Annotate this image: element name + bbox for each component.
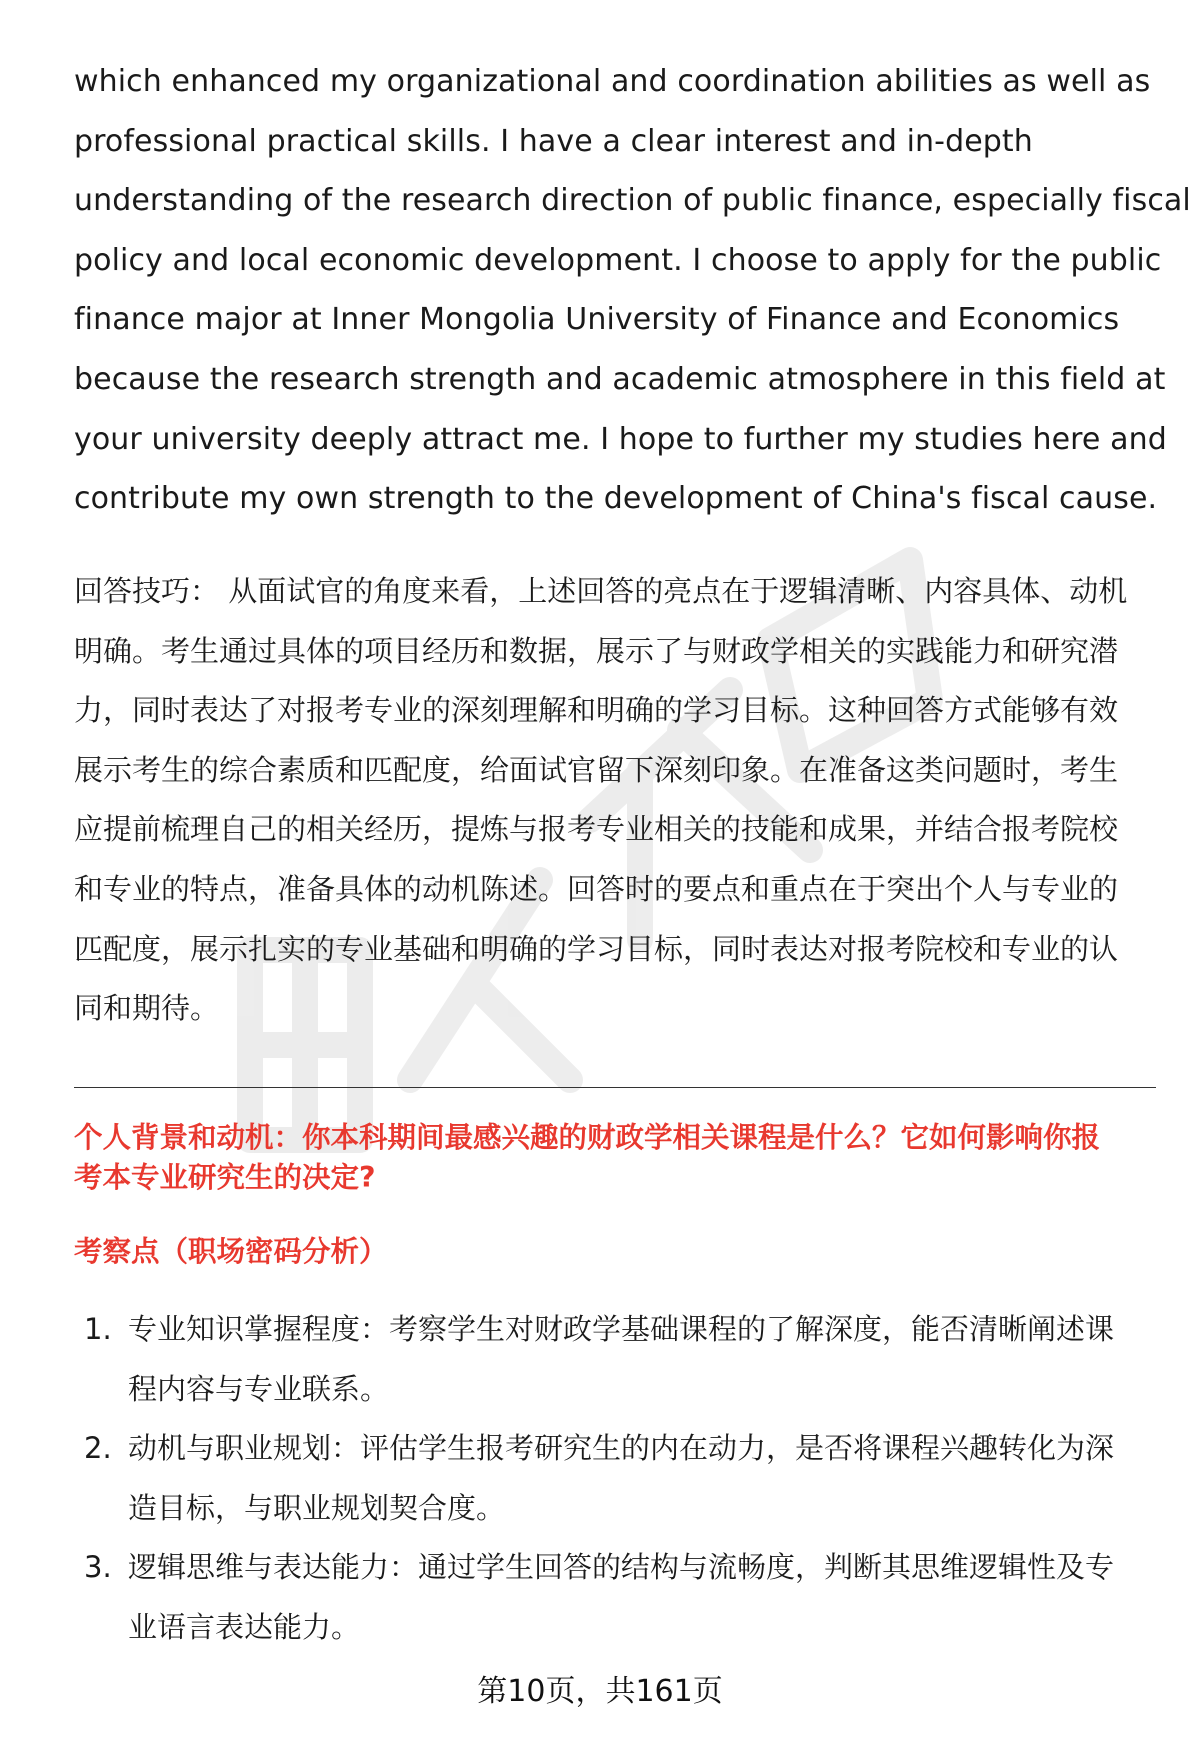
tips-line: 明确。考生通过具体的项目经历和数据，展示了与财政学相关的实践能力和研究潜 xyxy=(74,633,1119,668)
english-paragraph xyxy=(74,52,1191,529)
question-line: 考本专业研究生的决定? xyxy=(74,1161,376,1194)
tips-line: 同和期待。 xyxy=(74,991,220,1026)
list-item-line: 程内容与专业联系。 xyxy=(128,1371,390,1406)
list-item-line: 业语言表达能力。 xyxy=(128,1609,361,1644)
answer-tips-paragraph xyxy=(74,562,1154,1039)
list-item xyxy=(84,1538,1164,1657)
exam-point-list xyxy=(84,1300,1164,1658)
english-line: understanding of the research direction of public finance, especially fiscal xyxy=(74,183,1191,219)
list-item xyxy=(84,1419,1164,1538)
exam-point-heading: 考察点（职场密码分析） xyxy=(74,1235,388,1268)
english-line: because the research strength and academic atmosphere in this field at xyxy=(74,361,1166,397)
tips-line: 匹配度，展示扎实的专业基础和明确的学习目标，同时表达对报考院校和专业的认 xyxy=(74,931,1119,966)
tips-line: 和专业的特点，准备具体的动机陈述。回答时的要点和重点在于突出个人与专业的 xyxy=(74,871,1119,906)
english-line: contribute my own strength to the development of China's fiscal cause. xyxy=(74,481,1158,517)
english-line: professional practical skills. I have a clear interest and in-depth xyxy=(74,123,1033,159)
tips-line: 应提前梳理自己的相关经历，提炼与报考专业相关的技能和成果，并结合报考院校 xyxy=(74,812,1119,847)
list-item-line: 专业知识掌握程度：考察学生对财政学基础课程的了解深度，能否清晰阐述课 xyxy=(128,1312,1115,1346)
question-line: 个人背景和动机：你本科期间最感兴趣的财政学相关课程是什么？它如何影响你报 xyxy=(74,1121,1101,1154)
english-line: policy and local economic development. I choose to apply for the public xyxy=(74,242,1162,278)
tips-line: 回答技巧： 从面试官的角度来看，上述回答的亮点在于逻辑清晰、内容具体、动机 xyxy=(74,574,1128,608)
list-item xyxy=(84,1300,1164,1419)
page-number-footer: 第10页，共161页 xyxy=(477,1674,723,1709)
english-line: which enhanced my organizational and coordination abilities as well as xyxy=(74,64,1151,99)
section-divider xyxy=(74,1087,1156,1088)
tips-line: 展示考生的综合素质和匹配度，给面试官留下深刻印象。在准备这类问题时，考生 xyxy=(74,752,1119,787)
list-item-line: 动机与职业规划：评估学生报考研究生的内在动力，是否将课程兴趣转化为深 xyxy=(128,1431,1115,1466)
list-item-number: 3. xyxy=(84,1550,112,1585)
question-heading xyxy=(74,1118,1164,1198)
tips-line: 力，同时表达了对报考专业的深刻理解和明确的学习目标。这种回答方式能够有效 xyxy=(74,693,1119,728)
english-line: your university deeply attract me. I hope to further my studies here and xyxy=(74,421,1167,457)
english-line: finance major at Inner Mongolia University of Finance and Economics xyxy=(74,302,1120,338)
list-item-number: 1. xyxy=(84,1312,112,1346)
list-item-line: 造目标，与职业规划契合度。 xyxy=(128,1490,506,1525)
list-item-number: 2. xyxy=(84,1431,112,1466)
list-item-line: 逻辑思维与表达能力：通过学生回答的结构与流畅度，判断其思维逻辑性及专 xyxy=(128,1550,1115,1585)
